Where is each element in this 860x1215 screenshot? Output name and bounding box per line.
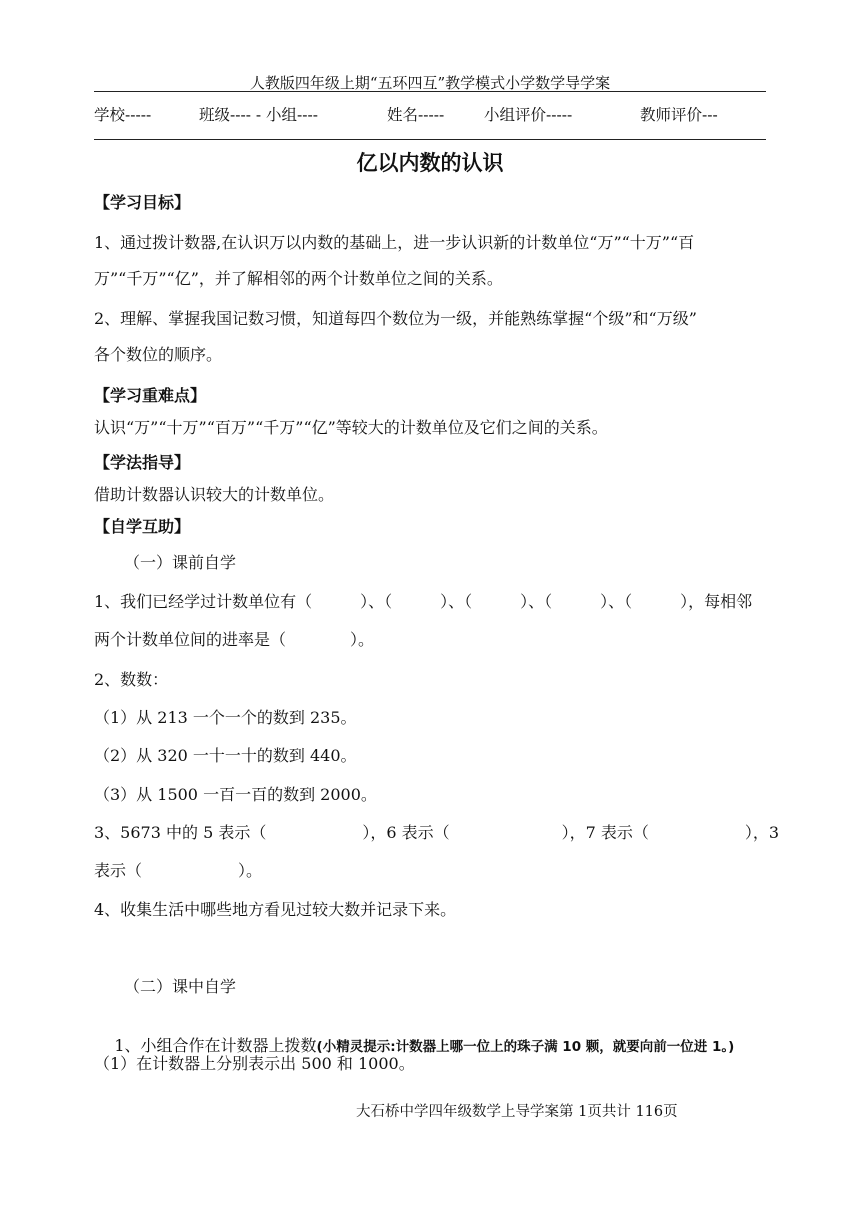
goal-1-line-1: 1、通过拨计数器,在认识万以内数的基础上，进一步认识新的计数单位“万”“十万”“百 [94, 233, 695, 252]
pre-class-heading: （一）课前自学 [124, 553, 237, 572]
goal-2-line-2: 各个数位的顺序。 [94, 345, 223, 364]
key-points-heading: 【学习重难点】 [94, 386, 207, 405]
question-1-line-1: 1、我们已经学过计数单位有（ ）、（ ）、（ ）、（ ）、（ ），每相邻 [94, 592, 753, 611]
goal-heading: 【学习目标】 [94, 193, 191, 212]
header-title: 人教版四年级上期“五环四互”教学模式小学数学导学案 [249, 74, 611, 92]
class-question-1-item-1: （1）在计数器上分别表示出 500 和 1000。 [94, 1054, 415, 1073]
question-2-item-2: （2）从 320 一十一十的数到 440。 [94, 746, 357, 765]
question-2: 2、数数： [94, 670, 169, 689]
school-field: 学校----- [94, 106, 152, 124]
document-title: 亿以内数的认识 [356, 151, 504, 175]
header-rule-top [94, 91, 766, 92]
question-3-line-1: 3、5673 中的 5 表示（ ），6 表示（ ），7 表示（ ），3 [94, 823, 780, 842]
key-points-text: 认识“万”“十万”“百万”“千万”“亿”等较大的计数单位及它们之间的关系。 [94, 418, 608, 437]
question-3-line-2: 表示（ ）。 [94, 861, 263, 880]
question-2-item-3: （3）从 1500 一百一百的数到 2000。 [94, 785, 377, 804]
group-evaluation-field: 小组评价----- [484, 106, 573, 124]
question-2-item-1: （1）从 213 一个一个的数到 235。 [94, 708, 357, 727]
hint-text: (小精灵提示:计数器上哪一位上的珠子满 10 颗，就要向前一位进 1。) [316, 1039, 735, 1055]
question-4: 4、收集生活中哪些地方看见过较大数并记录下来。 [94, 900, 457, 919]
page-footer: 大石桥中学四年级数学上导学案第 1页共计 116页 [356, 1104, 678, 1120]
class-question-1-text: 1、小组合作在计数器上拨数 [114, 1036, 317, 1055]
header-rule-bottom [94, 139, 766, 140]
teacher-evaluation-field: 教师评价--- [640, 106, 718, 124]
self-study-heading: 【自学互助】 [94, 517, 191, 536]
method-heading: 【学法指导】 [94, 453, 191, 472]
method-text: 借助计数器认识较大的计数单位。 [94, 485, 335, 504]
in-class-heading: （二）课中自学 [124, 977, 237, 996]
goal-2-line-1: 2、理解、掌握我国记数习惯，知道每四个数位为一级，并能熟练掌握“个级”和“万级” [94, 309, 697, 328]
question-1-line-2: 两个计数单位间的进率是（ ）。 [94, 630, 375, 649]
goal-1-line-2: 万”“千万”“亿”，并了解相邻的两个计数单位之间的关系。 [94, 269, 503, 288]
name-field: 姓名----- [387, 106, 445, 124]
class-group-field: 班级---- - 小组---- [199, 106, 318, 124]
